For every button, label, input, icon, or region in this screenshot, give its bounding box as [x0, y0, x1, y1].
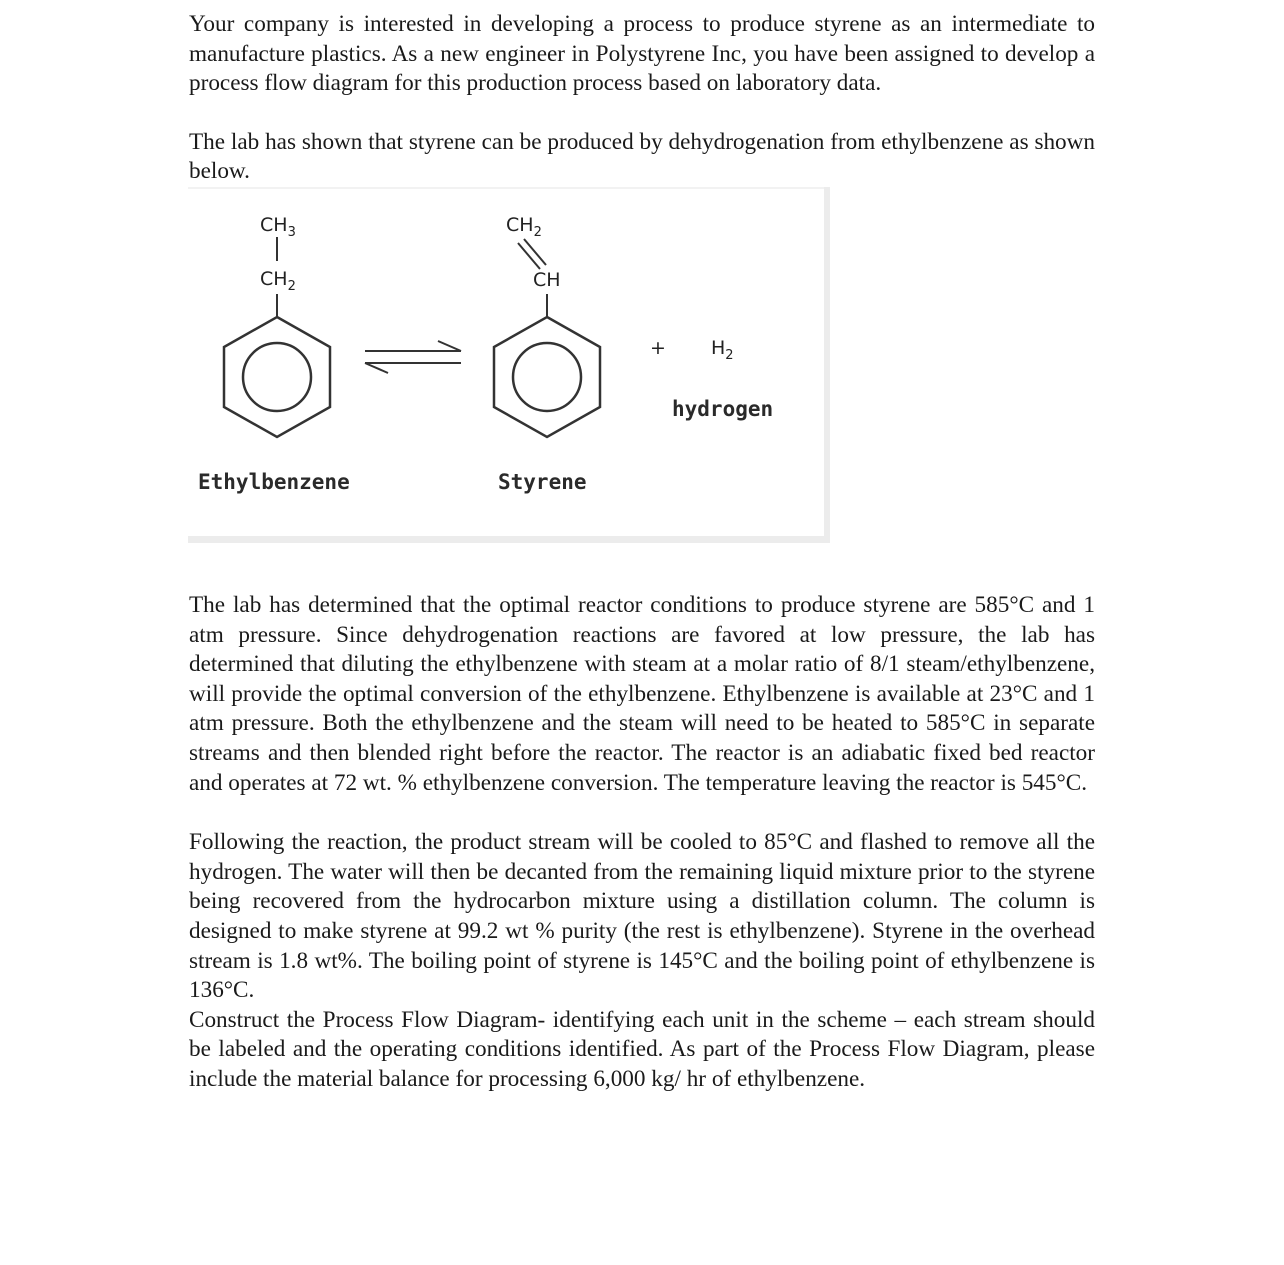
- styrene-ch-label: CH: [533, 268, 561, 291]
- ethylbenzene-ch2-label: $CH_2$: [260, 267, 296, 294]
- intro-paragraph: Your company is interested in developing a process to produce styrene as an intermediate to manufacture plastics. As a new engineer in Polystyrene Inc, you have been assigned to develop a process flow diagram for this production process based on laboratory data.: [189, 11, 1095, 97]
- plus-sign: +: [650, 336, 666, 359]
- styrene-name-label: Styrene: [498, 469, 587, 494]
- conditions-paragraph: The lab has determined that the optimal reactor conditions to produce styrene are 585°C and 1 atm pressure. Since dehydrogenation reactions are favored at low pressure, the lab has determined that diluting the ethylbenzene with steam at a molar ratio of 8/1 steam/ethylbenzene, will provide the optimal conversion of the ethylbenzene. Ethylbenzene is available at 23°C and 1 atm pressure. Both the ethylbenzene and the steam will need to be heated to 585°C in separate streams and then blended right before the reactor. The reactor is an adiabatic fixed bed reactor and operates at 72 wt. % ethylbenzene conversion. The temperature leaving the reactor is 545°C.: [189, 591, 1095, 796]
- ethylbenzene-ring: [224, 317, 330, 437]
- styrene-double-bond-b: [518, 243, 540, 269]
- document-page: [189, 10, 1095, 1094]
- task-paragraph: Construct the Process Flow Diagram- identifying each unit in the scheme – each stream should be labeled and the operating conditions identified. As part of the Process Flow Diagram, please include the material balance for processing 6,000 kg/ hr of ethylbenzene.: [189, 1006, 1095, 1092]
- ethylbenzene-name-label: Ethylbenzene: [198, 469, 350, 494]
- equilibrium-arrows: [365, 341, 461, 373]
- hydrogen-name-label: hydrogen: [672, 396, 774, 421]
- hydrogen-formula: $H_2$: [711, 336, 734, 363]
- ethylbenzene-ch3-label: $CH_3$: [260, 213, 296, 240]
- lab-reaction-paragraph: The lab has shown that styrene can be produced by dehydrogenation from ethylbenzene as shown below.: [189, 128, 1095, 185]
- styrene-ch2-label: $CH_2$: [506, 213, 542, 240]
- styrene-ring: [494, 317, 600, 437]
- reaction-scheme-figure: [188, 187, 830, 543]
- reaction-scheme-drawing: [188, 187, 830, 543]
- styrene-double-bond-a: [524, 239, 546, 265]
- separation-paragraph: Following the reaction, the product stream will be cooled to 85°C and flashed to remove all the hydrogen. The water will then be decanted from the remaining liquid mixture prior to the styrene being recovered from the hydrocarbon mixture using a distillation column. The column is designed to make styrene at 99.2 wt % purity (the rest is ethylbenzene). Styrene in the overhead stream is 1.8 wt%. The boiling point of styrene is 145°C and the boiling point of ethylbenzene is 136°C.: [189, 829, 1095, 1004]
- styrene-aromatic-circle: [513, 343, 581, 411]
- ethylbenzene-structure: [198, 214, 350, 494]
- ethylbenzene-aromatic-circle: [243, 343, 311, 411]
- styrene-structure: [494, 214, 600, 494]
